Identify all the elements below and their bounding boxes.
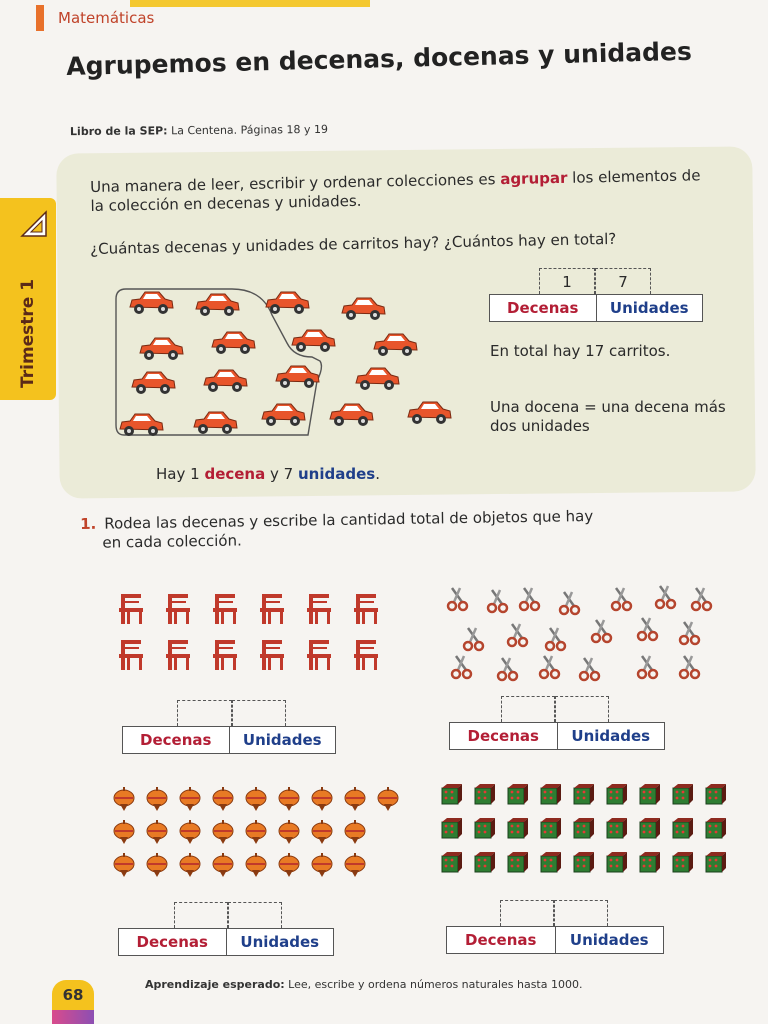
exercise-line2: en cada colección. xyxy=(102,531,242,552)
table-blocks-ones-input[interactable] xyxy=(554,900,608,926)
car-icon xyxy=(116,409,166,439)
summary-ones: unidades xyxy=(298,465,376,483)
chair-icon xyxy=(209,636,241,672)
spinning-top-icon xyxy=(244,852,268,878)
table-tops-ones-label: Unidades xyxy=(226,929,334,955)
ones-digit: 7 xyxy=(595,268,651,294)
scissors-icon xyxy=(450,652,474,680)
table-tops-tens-label: Decenas xyxy=(136,933,208,951)
trimester-label: Trimestre 1 xyxy=(18,278,38,388)
car-icon xyxy=(338,293,388,323)
car-icon xyxy=(288,325,338,355)
example-digits xyxy=(539,268,651,294)
table-tops-ones-input[interactable] xyxy=(228,902,282,928)
spinning-top-icon xyxy=(112,786,136,812)
spinning-top-icon xyxy=(244,786,268,812)
top-stripe xyxy=(130,0,370,7)
block-icon xyxy=(506,852,530,874)
tens-label: Decenas xyxy=(507,299,579,317)
table-tops-digits xyxy=(174,902,282,928)
spinning-top-icon xyxy=(343,786,367,812)
exercise-instructions xyxy=(80,505,721,553)
car-icon xyxy=(352,363,402,393)
cars-collection xyxy=(112,285,478,441)
source-label: Libro de la SEP: xyxy=(69,124,168,139)
chair-icon xyxy=(256,590,288,626)
block-icon xyxy=(440,818,464,840)
table-blocks-digits xyxy=(500,900,608,926)
tens-digit: 1 xyxy=(539,268,595,294)
spinning-top-icon xyxy=(343,819,367,845)
trimester-tab xyxy=(0,198,56,400)
table-blocks-ones-label: Unidades xyxy=(555,927,664,953)
scissors-icon xyxy=(678,618,702,646)
spinning-top-icon xyxy=(310,819,334,845)
source-text: La Centena. Páginas 18 y 19 xyxy=(171,122,329,138)
chair-icon xyxy=(303,636,335,672)
spinning-top-icon xyxy=(145,786,169,812)
total-text: En total hay 17 carritos. xyxy=(490,342,671,360)
car-icon xyxy=(370,329,420,359)
chair-icon xyxy=(209,590,241,626)
scissors-icon xyxy=(590,616,614,644)
car-icon xyxy=(128,367,178,397)
block-icon xyxy=(704,784,728,806)
block-icon xyxy=(671,852,695,874)
chair-icon xyxy=(350,636,382,672)
scissors-icon xyxy=(636,652,660,680)
ones-label: Unidades xyxy=(596,295,703,321)
table-blocks-labels xyxy=(446,926,664,954)
block-icon xyxy=(638,818,662,840)
block-icon xyxy=(440,852,464,874)
block-icon xyxy=(572,784,596,806)
car-icon xyxy=(136,333,186,363)
car-icon xyxy=(272,361,322,391)
spinning-top-icon xyxy=(244,819,268,845)
car-icon xyxy=(208,327,258,357)
exercise-line1: Rodea las decenas y escribe la cantidad total de objetos que hay xyxy=(104,506,594,533)
block-icon xyxy=(704,818,728,840)
table-scissors-ones-label: Unidades xyxy=(557,723,665,749)
subject-label: Matemáticas xyxy=(58,9,155,27)
intro-after: los elementos de la colección en decenas y unidades. xyxy=(90,166,701,215)
summary-end: . xyxy=(375,465,380,483)
table-chairs-labels xyxy=(122,726,336,754)
scissors-icon xyxy=(654,582,678,610)
spinning-top-icon xyxy=(211,852,235,878)
example-place-value-table xyxy=(489,268,703,322)
tops-collection xyxy=(112,786,402,886)
spinning-top-icon xyxy=(277,819,301,845)
scissors-icon xyxy=(506,620,530,648)
spinning-top-icon xyxy=(277,786,301,812)
table-scissors xyxy=(449,696,665,750)
scissors-collection xyxy=(440,580,730,690)
scissors-icon xyxy=(538,652,562,680)
table-scissors-ones-input[interactable] xyxy=(555,696,609,722)
scissors-icon xyxy=(578,654,602,682)
spinning-top-icon xyxy=(145,819,169,845)
table-tops-labels xyxy=(118,928,334,956)
subject-header xyxy=(36,5,154,31)
spinning-top-icon xyxy=(178,819,202,845)
table-tops-tens-input[interactable] xyxy=(174,902,228,928)
scissors-icon xyxy=(496,654,520,682)
table-chairs xyxy=(122,700,336,754)
spinning-top-icon xyxy=(145,852,169,878)
intro-highlight: agrupar xyxy=(500,168,568,189)
car-icon xyxy=(192,289,242,319)
docena-text: Una docena = una decena más dos unidades xyxy=(490,398,726,435)
block-icon xyxy=(539,852,563,874)
chair-icon xyxy=(115,590,147,626)
footer-learning-goal xyxy=(145,978,582,991)
triangle-ruler-icon xyxy=(20,210,48,238)
summary-before: Hay 1 xyxy=(156,465,200,483)
car-icon xyxy=(258,399,308,429)
table-blocks-tens-input[interactable] xyxy=(500,900,554,926)
block-icon xyxy=(506,818,530,840)
table-chairs-ones-label: Unidades xyxy=(229,727,336,753)
spinning-top-icon xyxy=(211,786,235,812)
block-icon xyxy=(572,852,596,874)
car-icon xyxy=(200,365,250,395)
page-title: Agrupemos en decenas, docenas y unidades xyxy=(66,36,693,81)
page-number: 68 xyxy=(52,980,94,1010)
table-scissors-tens-label: Decenas xyxy=(467,727,539,745)
block-icon xyxy=(638,784,662,806)
table-scissors-digits xyxy=(501,696,609,722)
block-icon xyxy=(539,784,563,806)
table-chairs-digits xyxy=(177,700,286,726)
page-color-strip xyxy=(52,1010,94,1024)
scissors-icon xyxy=(446,584,470,612)
chair-icon xyxy=(162,636,194,672)
block-icon xyxy=(638,852,662,874)
spinning-top-icon xyxy=(112,819,136,845)
spinning-top-icon xyxy=(211,819,235,845)
scissors-icon xyxy=(678,652,702,680)
intro-before: Una manera de leer, escribir y ordenar colecciones es xyxy=(90,170,496,196)
source-reference xyxy=(70,123,328,138)
summary-tens: decena xyxy=(204,465,266,483)
chair-icon xyxy=(115,636,147,672)
block-icon xyxy=(572,818,596,840)
block-icon xyxy=(473,852,497,874)
subject-bar xyxy=(36,5,44,31)
block-icon xyxy=(671,818,695,840)
spinning-top-icon xyxy=(178,852,202,878)
table-chairs-tens-input[interactable] xyxy=(177,700,232,726)
block-icon xyxy=(605,784,629,806)
car-icon xyxy=(190,407,240,437)
summary-mid: y 7 xyxy=(270,465,294,483)
blocks-collection xyxy=(440,784,730,884)
block-icon xyxy=(605,818,629,840)
spinning-top-icon xyxy=(310,852,334,878)
car-icon xyxy=(126,287,176,317)
chair-icon xyxy=(350,590,382,626)
block-icon xyxy=(671,784,695,806)
scissors-icon xyxy=(462,624,486,652)
car-icon xyxy=(326,399,376,429)
spinning-top-icon xyxy=(277,852,301,878)
table-scissors-labels xyxy=(449,722,665,750)
scissors-icon xyxy=(690,584,714,612)
example-labels xyxy=(489,294,703,322)
scissors-icon xyxy=(518,584,542,612)
footer-text: Lee, escribe y ordena números naturales hasta 1000. xyxy=(288,978,583,991)
scissors-icon xyxy=(544,624,568,652)
chairs-collection xyxy=(115,590,395,680)
block-icon xyxy=(605,852,629,874)
car-icon xyxy=(404,397,454,427)
block-icon xyxy=(440,784,464,806)
table-scissors-tens-input[interactable] xyxy=(501,696,555,722)
car-icon xyxy=(262,287,312,317)
spinning-top-icon xyxy=(112,852,136,878)
exercise-number: 1. xyxy=(80,514,97,533)
footer-label: Aprendizaje esperado: xyxy=(145,978,285,991)
scissors-icon xyxy=(486,586,510,614)
table-blocks-tens-label: Decenas xyxy=(465,931,537,949)
chair-icon xyxy=(303,590,335,626)
table-chairs-tens-label: Decenas xyxy=(140,731,212,749)
table-chairs-ones-input[interactable] xyxy=(232,700,287,726)
block-icon xyxy=(473,818,497,840)
spinning-top-icon xyxy=(310,786,334,812)
spinning-top-icon xyxy=(343,852,367,878)
chair-icon xyxy=(256,636,288,672)
table-tops xyxy=(118,902,334,956)
summary-text xyxy=(156,465,380,483)
spinning-top-icon xyxy=(178,786,202,812)
block-icon xyxy=(473,784,497,806)
question-text: ¿Cuántas decenas y unidades de carritos hay? ¿Cuántos hay en total? xyxy=(90,229,617,258)
spinning-top-icon xyxy=(376,786,400,812)
chair-icon xyxy=(162,590,194,626)
block-icon xyxy=(506,784,530,806)
table-blocks xyxy=(446,900,664,954)
scissors-icon xyxy=(558,588,582,616)
scissors-icon xyxy=(610,584,634,612)
block-icon xyxy=(704,852,728,874)
scissors-icon xyxy=(636,614,660,642)
block-icon xyxy=(539,818,563,840)
